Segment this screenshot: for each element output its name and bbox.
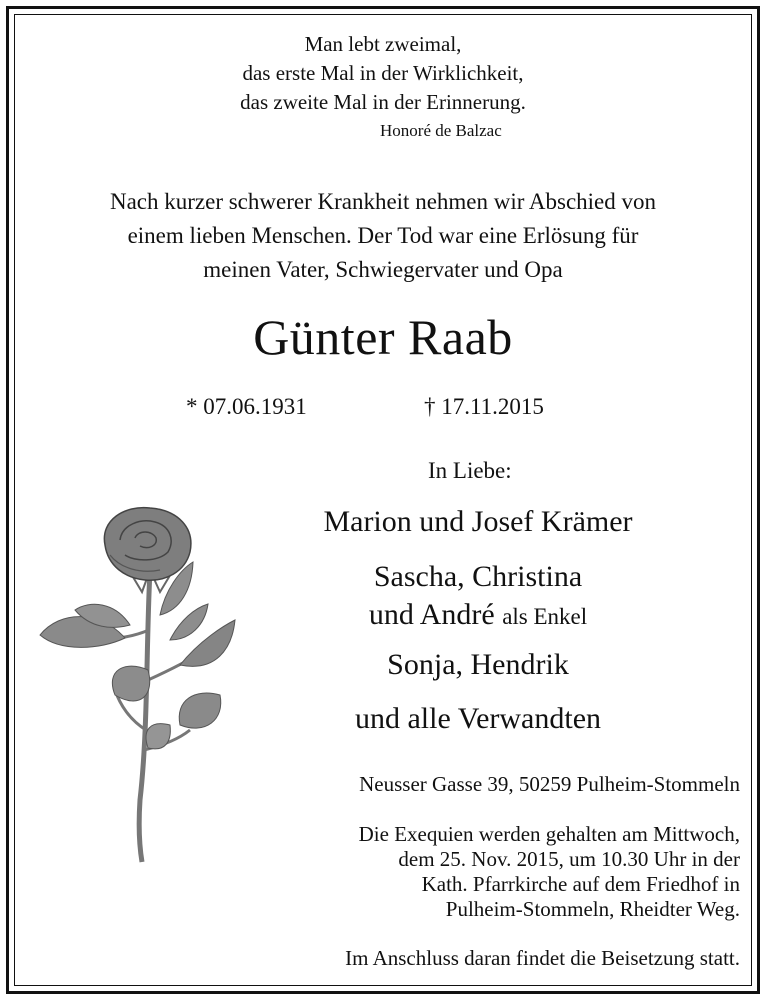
service-line-3: Kath. Pfarrkirche auf dem Friedhof in [421,872,740,896]
mourner-line-3-suffix: als Enkel [502,604,588,629]
service-line-2: dem 25. Nov. 2015, um 10.30 Uhr in der [398,847,740,871]
mourner-line-5: und alle Verwandten [354,702,602,735]
mourner-line-3 [258,598,698,632]
mourner-line-2: Sascha, Christina [373,560,583,593]
intro-line-2: einem lieben Menschen. Der Tod war eine Erlösung für [127,223,639,248]
intro-line-1: Nach kurzer schwerer Krankheit nehmen wir Abschied von [109,189,657,214]
death-date: † 17.11.2015 [424,394,544,419]
service-line-4: Pulheim-Stommeln, Rheidter Weg. [445,897,740,921]
quote-author: Honoré de Balzac [380,121,502,140]
deceased-name: Günter Raab [253,309,513,365]
in-love-heading: In Liebe: [428,458,512,483]
mourner-line-1: Marion und Josef Krämer [323,505,633,538]
quote-line-1: Man lebt zweimal, [304,32,462,56]
mourner-line-4: Sonja, Hendrik [387,648,569,681]
quote-line-3: das zweite Mal in der Erinnerung. [240,90,526,114]
address: Neusser Gasse 39, 50259 Pulheim-Stommeln [359,772,740,796]
service-line-1: Die Exequien werden gehalten am Mittwoch, [358,822,740,846]
quote-block [14,30,752,117]
mourner-line-3-names: und André [368,598,495,631]
service-details [220,822,740,922]
quote-line-2: das erste Mal in der Wirklichkeit, [242,61,524,85]
intro-text [14,185,752,287]
birth-date: * 07.06.1931 [186,394,307,419]
burial-note: Im Anschluss daran findet die Beisetzung statt. [345,946,740,970]
intro-line-3: meinen Vater, Schwiegervater und Opa [203,257,563,282]
rose-image [30,500,240,865]
